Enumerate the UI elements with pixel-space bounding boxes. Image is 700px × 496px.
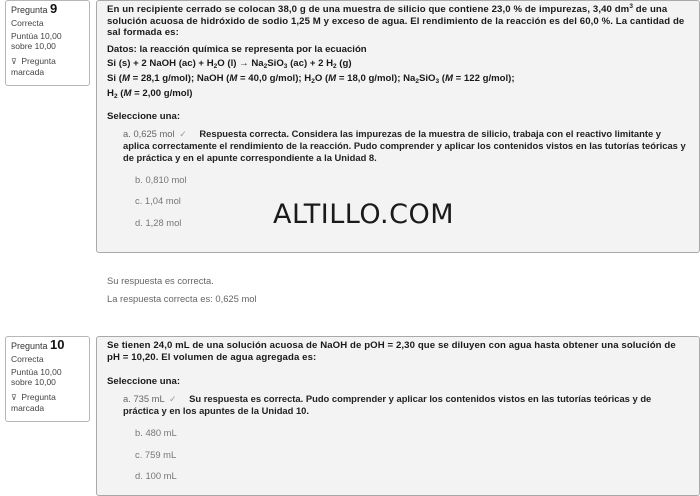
answer-option-b[interactable]: b. 0,810 mol [135, 173, 187, 185]
question-number: Pregunta 9 [11, 1, 58, 16]
answer-feedback: Su respuesta es correcta. Pudo comprender y aplicar los contenidos vistos en las tutorías teóricas y de práctica y en los apuntes de la Unidad 10. [123, 392, 652, 417]
select-prompt: Seleccione una: [107, 111, 181, 123]
question-grade: Puntúa 10,00 sobre 10,00 [11, 367, 62, 387]
check-icon: ✓ [168, 393, 177, 404]
select-prompt: Seleccione una: [107, 376, 181, 388]
question-9-info [5, 0, 90, 86]
data-title: Datos: la reacción química se representa por la ecuación [107, 43, 367, 55]
question-text: En un recipiente cerrado se colocan 38,0 g de una muestra de silicio que contiene 23,0 % de impurezas, 3,40 $dm^3$ de una solución acuosa de hidróxido de sodio 1,25 M y exceso de agua. El rendimiento de la reacción es del 60,0 %. La cantidad de sal formada es: [107, 3, 685, 39]
question-9-outcome [107, 275, 257, 311]
answer-option-c[interactable]: c. 1,04 mol [135, 195, 181, 207]
question-10-info [5, 336, 90, 422]
question-text: Se tienen 24,0 mL de una solución acuosa de NaOH de pOH = 2,30 que se diluyen con agua hasta obtener una solución de pH = 10,20. El volumen de agua agregada es: [107, 340, 676, 363]
flag-icon: ⊽ [11, 393, 17, 402]
answer-option-b[interactable]: b. 480 mL [135, 426, 177, 438]
answer-option-a[interactable]: a. 735 mL ✓ Su respuesta es correcta. Pudo comprender y aplicar los contenidos vistos en las tutorías teóricas y de práctica y en los apuntes de la Unidad 10. [123, 392, 652, 417]
flag-question-link[interactable]: ⊽ Pregunta marcada [11, 56, 56, 77]
question-grade: Puntúa 10,00 sobre 10,00 [11, 31, 62, 51]
outcome-feedback: Su respuesta es correcta. [107, 275, 214, 286]
molar-mass-h2: $H_2$ (M = 2,00 g/mol) [107, 87, 193, 100]
answer-option-d[interactable]: d. 100 mL [135, 470, 177, 482]
watermark: ALTILLO.COM [273, 199, 455, 230]
question-number: Pregunta 10 [11, 337, 65, 352]
question-state: Correcta [11, 354, 44, 364]
answer-options [107, 393, 689, 482]
question-state: Correcta [11, 18, 44, 28]
question-10-content [96, 336, 700, 496]
correct-answer: La respuesta correcta es: 0,625 mol [107, 293, 257, 304]
molar-masses: Si (M = 28,1 g/mol); NaOH (M = 40,0 g/mol); $H_2O$ (M = 18,0 g/mol); $Na_2SiO_3$ (M = 122 g/mol); [107, 72, 515, 85]
answer-option-c[interactable]: c. 759 mL [135, 448, 177, 460]
answer-option-a[interactable]: a. 0,625 mol ✓ Respuesta correcta. Considera las impurezas de la muestra de silicio, trabaja con el reactivo limitante y aplica correctamente el rendimiento de la reacción. Pudo comprender y aplicar los contenidos vistos en las tutorías teóricas y de práctica y en el apunte correspondiente a la Unidad 8. [123, 127, 686, 163]
answer-option-d[interactable]: d. 1,28 mol [135, 216, 182, 228]
flag-question-link[interactable]: ⊽ Pregunta marcada [11, 392, 56, 413]
flag-icon: ⊽ [11, 57, 17, 66]
chemical-equation: Si (s) + 2 NaOH $(ac) + H_2O$ $(l) \to Na_2SiO_3$ (ac) + 2 $H_2$ (g) [107, 58, 352, 71]
question-data [107, 44, 689, 99]
answer-feedback: Respuesta correcta. Considera las impurezas de la muestra de silicio, trabaja con el reactivo limitante y aplica correctamente el rendimiento de la reacción. Pudo comprender y aplicar los contenidos vistos en las tutorías teóricas y de práctica y en el apunte correspondiente a la Unidad 8. [123, 127, 686, 163]
check-icon: ✓ [179, 128, 187, 139]
